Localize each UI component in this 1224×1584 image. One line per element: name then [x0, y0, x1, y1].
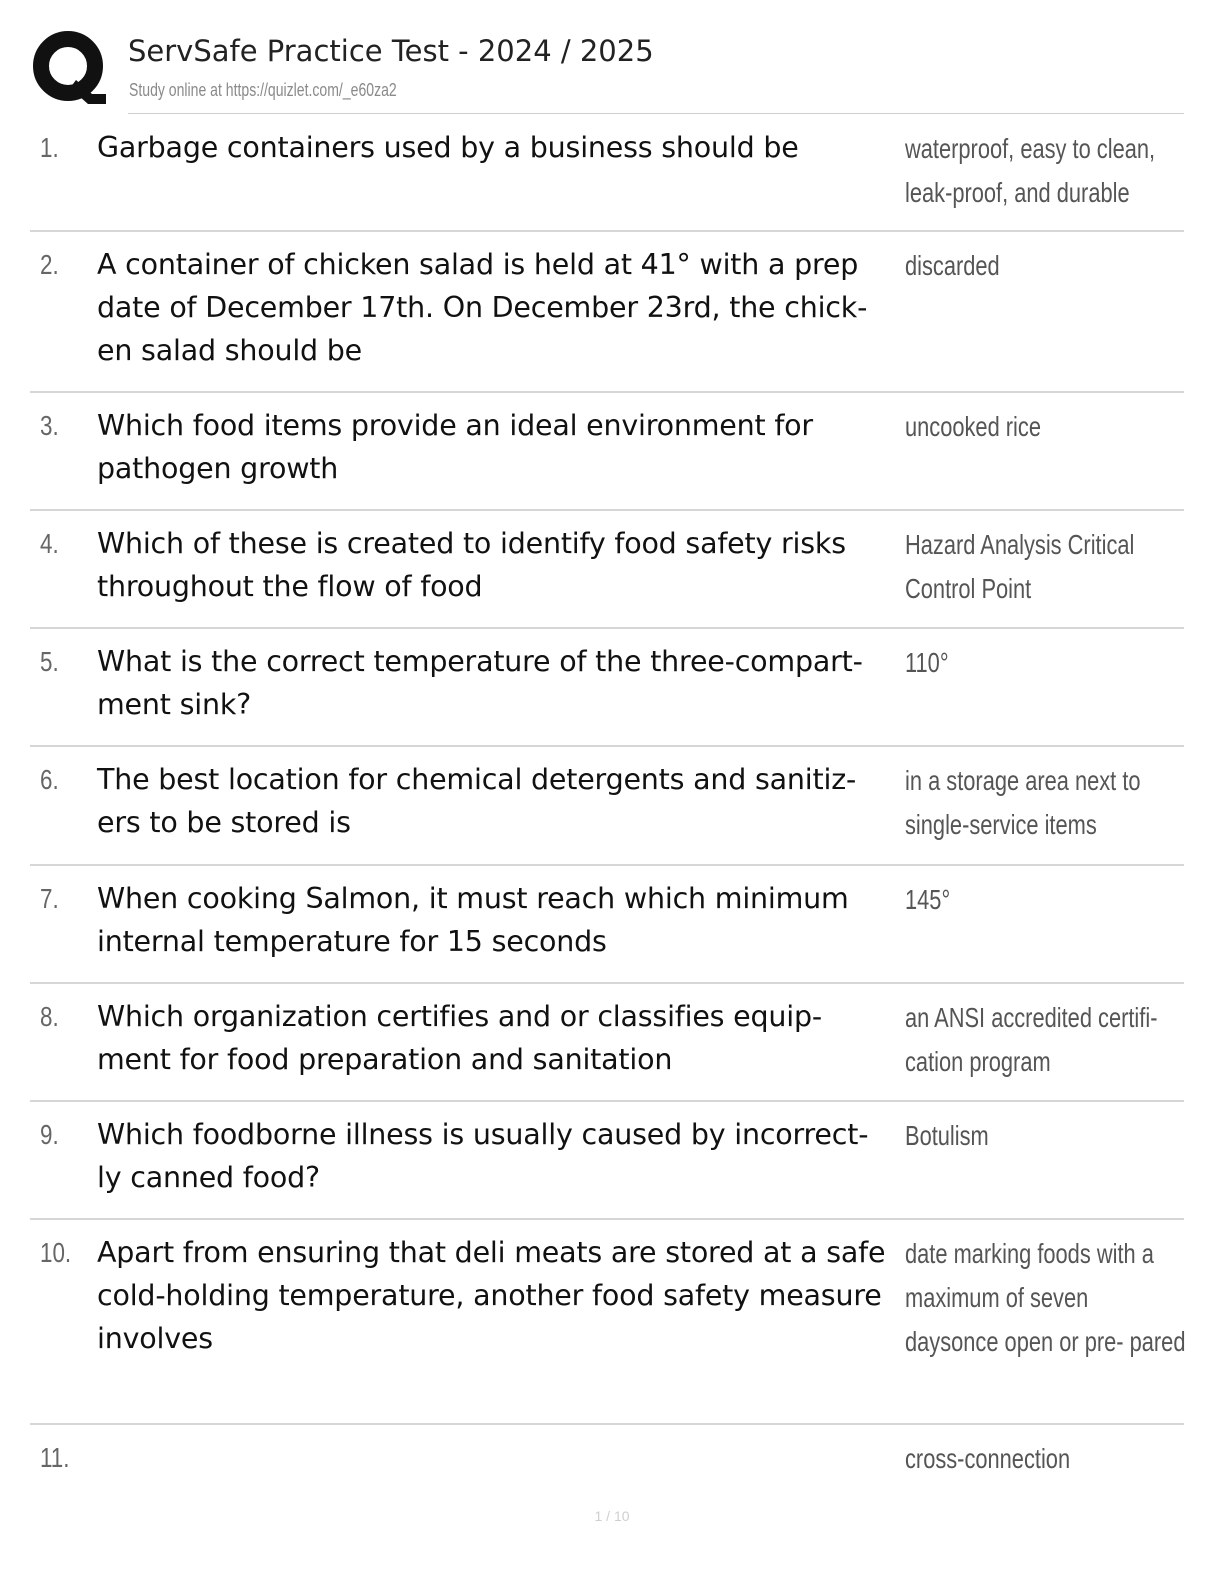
question-number: 5. — [40, 646, 59, 677]
qa-row-8 — [30, 984, 1184, 1102]
question-text: A container of chicken salad is held at 41° with a prep date of December 17th. On December 23rd, the chick- en salad should be — [97, 248, 868, 367]
qa-row-2 — [30, 232, 1184, 393]
question-text: The best location for chemical detergents and sanitiz- ers to be stored is — [97, 763, 857, 839]
qa-row-10 — [30, 1220, 1184, 1425]
question-text: When cooking Salmon, it must reach which minimum internal temperature for 15 seconds — [97, 882, 849, 958]
question-text: What is the correct temperature of the three-compart- ment sink? — [97, 645, 863, 721]
question-text: Apart from ensuring that deli meats are stored at a safe cold-holding temperature, another food safety measure involves — [97, 1236, 886, 1355]
answer-text: uncooked rice — [905, 411, 1041, 442]
qa-row-7 — [30, 866, 1184, 984]
question-text: Garbage containers used by a business should be — [97, 131, 799, 164]
question-number: 1. — [40, 132, 59, 163]
qa-row-5 — [30, 629, 1184, 747]
answer-text: discarded — [905, 250, 1000, 281]
qa-row-3 — [30, 393, 1184, 511]
answer-text: waterproof, easy to clean, leak-proof, and durable — [905, 133, 1156, 208]
question-number: 7. — [40, 883, 59, 914]
document-title: ServSafe Practice Test - 2024 / 2025 — [128, 34, 654, 68]
qa-row-6 — [30, 747, 1184, 866]
question-text: Which of these is created to identify food safety risks throughout the flow of food — [97, 527, 846, 603]
qa-row-9 — [30, 1102, 1184, 1220]
page-number: 1 / 10 — [594, 1508, 630, 1524]
answer-text: date marking foods with a maximum of seven daysonce open or pre- pared — [905, 1238, 1186, 1357]
question-number: 2. — [40, 249, 59, 280]
question-text: Which food items provide an ideal environment for pathogen growth — [97, 409, 813, 485]
answer-text: Hazard Analysis Critical Control Point — [905, 529, 1135, 604]
question-number: 3. — [40, 410, 59, 441]
answer-text: an ANSI accredited certifi- cation program — [905, 1002, 1158, 1077]
question-text: Which organization certifies and or classifies equip- ment for food preparation and sanitation — [97, 1000, 822, 1076]
question-number: 10. — [40, 1237, 72, 1268]
answer-text: cross-connection — [905, 1443, 1071, 1474]
answer-text: 145° — [905, 884, 951, 915]
question-number: 8. — [40, 1001, 59, 1032]
question-text: Which foodborne illness is usually caused by incorrect- ly canned food? — [97, 1118, 869, 1194]
answer-text: 110° — [905, 647, 949, 678]
question-number: 9. — [40, 1119, 59, 1150]
answer-text: in a storage area next to single-service items — [905, 765, 1141, 840]
question-number: 4. — [40, 528, 59, 559]
document-header — [30, 28, 1184, 112]
question-number: 11. — [40, 1442, 70, 1473]
qa-row-11 — [30, 1425, 1184, 1495]
qa-row-4 — [30, 511, 1184, 629]
quizlet-logo-icon — [32, 30, 108, 106]
question-answer-list — [30, 114, 1184, 1495]
study-online-link[interactable]: Study online at https://quizlet.com/_e60za2 — [129, 80, 397, 100]
question-number: 6. — [40, 764, 59, 795]
answer-text: Botulism — [905, 1120, 989, 1151]
qa-row-1 — [30, 114, 1184, 232]
